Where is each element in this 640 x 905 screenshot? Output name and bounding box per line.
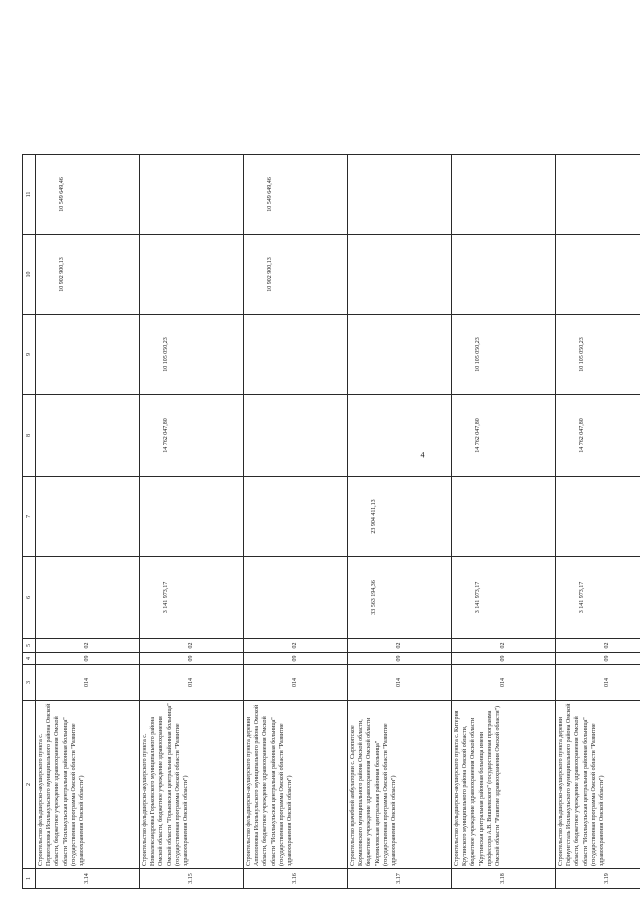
amount-cell: 3 141 973,17: [452, 557, 556, 639]
amount-cell: 10 549 649,46: [244, 155, 348, 235]
code-cell: 09: [36, 653, 140, 665]
amount-cell: [140, 235, 244, 315]
amount-cell: 14 762 047,80: [452, 395, 556, 477]
table-row: [36, 155, 140, 889]
amount-cell: [348, 155, 452, 235]
code-cell: 014: [140, 665, 244, 701]
code-cell: 02: [140, 639, 244, 653]
code-cell: 09: [348, 653, 452, 665]
code-cell: 09: [140, 653, 244, 665]
code-cell: 02: [556, 639, 640, 653]
amount-cell: [36, 477, 140, 557]
table-row: [348, 155, 452, 889]
row-description: Строительство фельдшерско-акушерского пункта с. Новоалександровка Горьковского муниципального района Омской области, бюджетное учреждение здравоохранения Омской области "Горьковская центральная районная больница" (государственная программа Омской области "Развитие здравоохранения Омской области"): [140, 701, 244, 869]
amount-cell: [244, 395, 348, 477]
row-number: 3.15: [140, 869, 244, 889]
header-cell: 2: [23, 701, 36, 869]
code-cell: 09: [556, 653, 640, 665]
amount-cell: [244, 477, 348, 557]
amount-cell: 14 762 047,80: [556, 395, 640, 477]
amount-cell: 3 141 973,17: [556, 557, 640, 639]
header-cell: 7: [23, 477, 36, 557]
row-description: Строительство фельдшерско-акушерского пункта с. Первотаровка Исилькульского муниципального района Омской области, бюджетное учреждение здравоохранения Омской области "Исилькульская центральная районная больница" (государственная программа Омской области "Развитие здравоохранения Омской области"): [36, 701, 140, 869]
table-row: [452, 155, 556, 889]
header-cell: 5: [23, 639, 36, 653]
amount-cell: 10 549 649,46: [36, 155, 140, 235]
amount-cell: 10 105 050,23: [452, 315, 556, 395]
row-number: 3.16: [244, 869, 348, 889]
header-cell: 4: [23, 653, 36, 665]
amount-cell: [556, 155, 640, 235]
amount-cell: [140, 155, 244, 235]
code-cell: 014: [452, 665, 556, 701]
row-number: 3.17: [348, 869, 452, 889]
header-cell: 10: [23, 235, 36, 315]
header-cell: 8: [23, 395, 36, 477]
header-cell: 1: [23, 869, 36, 889]
amount-cell: [348, 235, 452, 315]
header-cell: 9: [23, 315, 36, 395]
amount-cell: [348, 315, 452, 395]
code-cell: 09: [452, 653, 556, 665]
amount-cell: 23 904 411,13: [348, 477, 452, 557]
code-cell: 02: [348, 639, 452, 653]
table-row: [556, 155, 640, 889]
row-description: Строительство фельдшерско-акушерского пункта деревни Гофнунгсталь Исилькульского муниципального района Омской области, бюджетное учреждение здравоохранения Омской области "Исилькульская центральная районная больница" (государственная программа Омской области "Развитие здравоохранения Омской области"): [556, 701, 640, 869]
amount-cell: [556, 477, 640, 557]
code-cell: 02: [36, 639, 140, 653]
header-row: [23, 155, 36, 889]
code-cell: 014: [244, 665, 348, 701]
row-description: Строительство фельдшерско-акушерского пункта деревни Апполоновка Исилькульского муниципального района Омской области, бюджетное учреждение здравоохранения Омской области "Исилькульская центральная районная больница" (государственная программа Омской области "Развитие здравоохранения Омской области"): [244, 701, 348, 869]
amount-cell: 10 105 050,23: [140, 315, 244, 395]
page-number: 4: [420, 450, 425, 460]
row-description: Строительство врачебной амбулатории с. Сыропятское Кормиловского муниципального района Омской области, бюджетное учреждение здравоохранения Омской области "Кормиловская центральная районная больница" (государственная программа Омской области "Развитие здравоохранения Омской области"): [348, 701, 452, 869]
amount-cell: [140, 477, 244, 557]
table-row: [140, 155, 244, 889]
amount-cell: 10 902 900,13: [244, 235, 348, 315]
amount-cell: [452, 477, 556, 557]
header-cell: 6: [23, 557, 36, 639]
amount-cell: [452, 155, 556, 235]
header-cell: 3: [23, 665, 36, 701]
amount-cell: [452, 235, 556, 315]
code-cell: 09: [244, 653, 348, 665]
header-cell: 11: [23, 155, 36, 235]
code-cell: 014: [36, 665, 140, 701]
amount-cell: 33 563 194,36: [348, 557, 452, 639]
amount-cell: 14 762 047,80: [140, 395, 244, 477]
row-number: 3.18: [452, 869, 556, 889]
budget-table: [22, 154, 640, 889]
row-description: Строительство фельдшерско-акушерского пункта с. Китерня Крутинского муниципального района Омской области, бюджетное учреждение здравоохранения Омской области "Крутинская центральная районная больница имени профессора А.В. Вишневского" (государственная программа Омской области "Развитие здравоохранения Омской области"): [452, 701, 556, 869]
code-cell: 02: [244, 639, 348, 653]
amount-cell: [36, 557, 140, 639]
amount-cell: [556, 235, 640, 315]
code-cell: 02: [452, 639, 556, 653]
amount-cell: [244, 315, 348, 395]
code-cell: 014: [556, 665, 640, 701]
code-cell: 014: [348, 665, 452, 701]
row-number: 3.19: [556, 869, 640, 889]
amount-cell: 3 141 973,17: [140, 557, 244, 639]
amount-cell: [348, 395, 452, 477]
amount-cell: [36, 395, 140, 477]
amount-cell: [244, 557, 348, 639]
table-row: [244, 155, 348, 889]
amount-cell: 10 105 050,23: [556, 315, 640, 395]
amount-cell: 10 902 900,13: [36, 235, 140, 315]
amount-cell: [36, 315, 140, 395]
row-number: 3.14: [36, 869, 140, 889]
